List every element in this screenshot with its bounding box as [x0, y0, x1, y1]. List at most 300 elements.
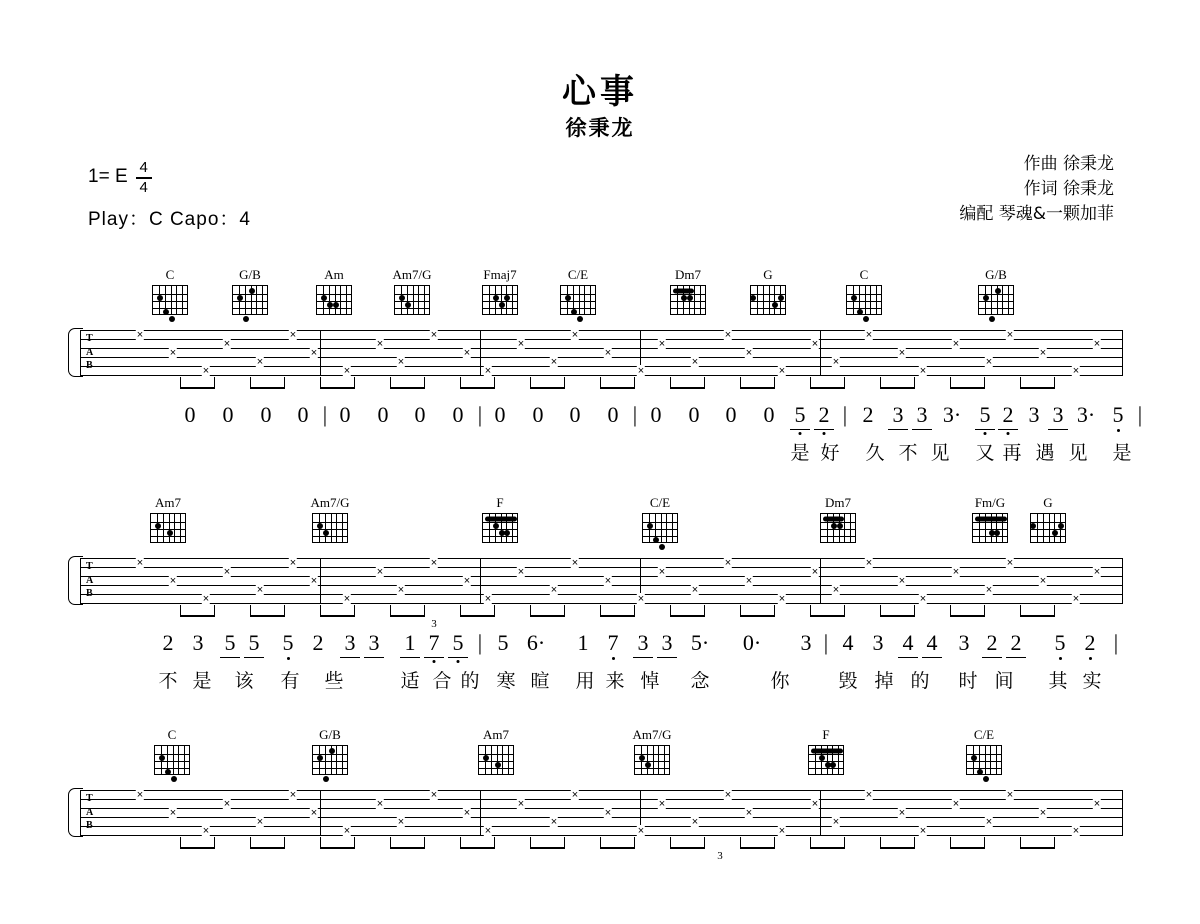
tab-mute-mark: ×: [811, 797, 819, 810]
chord-finger-dot: [243, 316, 249, 322]
notation-number: 0: [494, 402, 506, 427]
triplet-marker: 3: [431, 618, 437, 630]
chord-diagram: [147, 268, 193, 315]
chord-grid: [634, 745, 670, 775]
notation-number: 2: [1006, 630, 1026, 658]
chord-name: Dm7: [675, 267, 701, 282]
chord-finger-dot: [399, 295, 405, 301]
chord-finger-dot: [577, 316, 583, 322]
tab-mute-mark: ×: [691, 583, 699, 596]
tab-mute-mark: ×: [811, 565, 819, 578]
notation-number: 0: [297, 402, 309, 427]
chord-barre: [811, 748, 843, 753]
tab-mute-mark: ×: [223, 337, 231, 350]
chord-finger-dot: [329, 748, 335, 754]
tab-mute-mark: ×: [430, 556, 438, 569]
tab-mute-mark: ×: [136, 556, 144, 569]
chord-diagram: [307, 496, 353, 543]
tab-mute-mark: ×: [550, 355, 558, 368]
barline: [80, 330, 81, 376]
notation-number: 2: [814, 402, 834, 430]
tab-mute-mark: ×: [691, 355, 699, 368]
tab-mute-mark: ×: [832, 815, 840, 828]
lyric-syllable: 时: [958, 670, 978, 692]
tab-mute-mark: ×: [778, 824, 786, 837]
chord-finger-dot: [772, 302, 778, 308]
chord-finger-dot: [493, 523, 499, 529]
tab-mute-mark: ×: [571, 328, 579, 341]
notation-number: 3: [340, 630, 360, 658]
chord-finger-dot: [989, 316, 995, 322]
lyric-syllable: 合: [432, 670, 452, 692]
chord-finger-dot: [1030, 523, 1036, 529]
notation-number: 0: [260, 402, 272, 427]
page-title: 心事: [562, 72, 638, 112]
tab-stave: [80, 558, 1122, 604]
notation-number: 2: [1085, 630, 1096, 656]
chord-finger-dot: [645, 762, 651, 768]
chord-finger-dot: [504, 530, 510, 536]
notation-number: 5: [220, 630, 240, 658]
tab-mute-mark: ×: [550, 583, 558, 596]
chord-diagram: [665, 268, 711, 315]
notation-barline: |: [322, 402, 328, 427]
chord-finger-dot: [983, 776, 989, 782]
tab-mute-mark: ×: [517, 797, 525, 810]
chord-finger-dot: [830, 762, 836, 768]
tab-mute-mark: ×: [202, 364, 210, 377]
lyric-syllable: 毁: [838, 670, 858, 692]
lyric-syllable: 再: [1002, 442, 1022, 464]
chord-grid: [846, 285, 882, 315]
chord-name: C/E: [649, 495, 671, 510]
notation-barline: |: [632, 402, 638, 427]
chord-diagram: [473, 728, 519, 775]
barline: [480, 558, 481, 604]
barline: [320, 330, 321, 376]
notation-number: 5: [448, 630, 468, 658]
notation-number: 0: [650, 402, 662, 427]
barline: [480, 790, 481, 836]
tab-letter-b: B: [86, 360, 93, 372]
tab-mute-mark: ×: [397, 583, 405, 596]
chord-grid: [670, 285, 706, 315]
tab-mute-mark: ×: [202, 592, 210, 605]
chord-name: Am7/G: [310, 495, 350, 510]
key-signature: [88, 160, 152, 195]
tab-mute-mark: ×: [658, 337, 666, 350]
chord-diagram: [967, 496, 1013, 543]
lyric-syllable: 用: [575, 670, 595, 692]
lyric-syllable: 寒: [496, 670, 516, 692]
tab-mute-mark: ×: [745, 574, 753, 587]
notation-number: 3: [192, 630, 204, 655]
notation-number: 0: [452, 402, 464, 427]
tab-mute-mark: ×: [778, 592, 786, 605]
notation-number: 3: [1028, 402, 1040, 427]
time-sig-denominator: 4: [139, 178, 148, 196]
tab-mute-mark: ×: [724, 788, 732, 801]
tab-mute-mark: ×: [865, 556, 873, 569]
notation-number: 4: [842, 630, 854, 655]
tab-mute-mark: ×: [289, 556, 297, 569]
chord-finger-dot: [639, 755, 645, 761]
tab-mute-mark: ×: [463, 574, 471, 587]
notation-number: 5·: [690, 630, 710, 655]
tab-letter-t: T: [86, 333, 93, 344]
chord-diagram: [145, 496, 191, 543]
tab-mute-mark: ×: [1039, 346, 1047, 359]
numbered-notation-row: [80, 618, 1122, 670]
tab-mute-mark: ×: [310, 806, 318, 819]
lyric-syllable: 你: [770, 670, 790, 692]
tab-mute-mark: ×: [1006, 556, 1014, 569]
chord-grid: [394, 285, 430, 315]
lyric-syllable: 见: [930, 442, 950, 464]
notation-number: 0: [377, 402, 389, 427]
chord-finger-dot: [851, 295, 857, 301]
chord-finger-dot: [493, 295, 499, 301]
tab-mute-mark: ×: [604, 806, 612, 819]
lyrics-row: [80, 666, 1122, 692]
lyrics-row: [80, 438, 1132, 464]
chord-name: G: [763, 267, 773, 282]
tab-mute-mark: ×: [811, 337, 819, 350]
numbered-notation-row: [80, 402, 1143, 442]
chord-diagram: [149, 728, 195, 775]
chord-grid: [482, 285, 518, 315]
tab-mute-mark: ×: [658, 565, 666, 578]
music-system: [80, 495, 1122, 692]
chord-diagram: [629, 728, 675, 775]
tab-mute-mark: ×: [691, 815, 699, 828]
chord-barre: [975, 516, 1007, 521]
triplet-marker: 3: [717, 850, 723, 862]
chord-name: Dm7: [825, 495, 851, 510]
chord-finger-dot: [405, 302, 411, 308]
chord-diagram: [307, 728, 353, 775]
lyric-syllable: 不: [898, 442, 918, 464]
notation-number: 5: [1113, 402, 1124, 428]
chord-finger-dot: [333, 302, 339, 308]
notation-number: 3: [800, 630, 812, 655]
tab-mute-mark: ×: [463, 346, 471, 359]
notation-number: 1: [577, 630, 589, 655]
chord-finger-dot: [249, 288, 255, 294]
tab-mute-mark: ×: [952, 797, 960, 810]
chord-barre: [485, 516, 517, 521]
chord-diagram: [477, 496, 523, 543]
tab-mute-mark: ×: [169, 346, 177, 359]
tab-mute-mark: ×: [1093, 797, 1101, 810]
chord-finger-dot: [659, 544, 665, 550]
chord-name: C/E: [973, 727, 995, 742]
time-signature: [136, 160, 152, 195]
lyric-syllable: 好: [820, 442, 840, 464]
music-system: [80, 267, 1143, 464]
notation-number: 0: [607, 402, 619, 427]
chord-name: C: [165, 267, 175, 282]
tab-mute-mark: ×: [430, 788, 438, 801]
tab-mute-mark: ×: [724, 556, 732, 569]
tab-mute-mark: ×: [343, 592, 351, 605]
tab-mute-mark: ×: [1072, 364, 1080, 377]
lyric-syllable: 暄: [530, 670, 550, 692]
tab-mute-mark: ×: [1093, 337, 1101, 350]
notation-number: 0: [339, 402, 351, 427]
lyric-syllable: 是: [790, 442, 810, 464]
tab-letter-a: A: [86, 574, 94, 586]
tab-mute-mark: ×: [484, 592, 492, 605]
numbered-notation-row: [80, 850, 1122, 902]
credit-lyricist: 作词 徐秉龙: [1023, 179, 1114, 199]
tab-mute-mark: ×: [169, 806, 177, 819]
chord-grid: [232, 285, 268, 315]
notation-number: 0: [688, 402, 700, 427]
chord-finger-dot: [565, 295, 571, 301]
chord-finger-dot: [165, 769, 171, 775]
chord-finger-dot: [317, 523, 323, 529]
chord-diagram: [973, 268, 1019, 315]
tab-clef: [86, 332, 93, 373]
notation-number: 2: [162, 630, 174, 655]
chord-finger-dot: [995, 288, 1001, 294]
tab-mute-mark: ×: [1072, 824, 1080, 837]
tab-mute-mark: ×: [343, 364, 351, 377]
tab-mute-mark: ×: [223, 797, 231, 810]
lyric-syllable: 掉: [874, 670, 894, 692]
tab-mute-mark: ×: [637, 824, 645, 837]
barline: [1122, 790, 1123, 836]
chord-grid: [150, 513, 186, 543]
tab-letter-t: T: [86, 793, 93, 804]
barline: [1122, 558, 1123, 604]
tab-mute-mark: ×: [289, 328, 297, 341]
tab-mute-mark: ×: [484, 364, 492, 377]
chord-grid: [478, 745, 514, 775]
chord-finger-dot: [1052, 530, 1058, 536]
notation-number: 2: [998, 402, 1018, 430]
tab-mute-mark: ×: [202, 824, 210, 837]
tab-mute-mark: ×: [832, 355, 840, 368]
lyric-syllable: 该: [234, 670, 254, 692]
credit-composer: 作曲 徐秉龙: [1023, 154, 1114, 174]
lyric-syllable: 是: [1112, 442, 1132, 464]
notation-number: 5: [497, 630, 509, 655]
chord-diagram: [389, 268, 435, 315]
artist-name: 徐秉龙: [565, 116, 635, 140]
notation-number: 3: [1048, 402, 1068, 430]
tab-letter-a: A: [86, 346, 94, 358]
lyric-syllable: 些: [324, 670, 344, 692]
chord-finger-dot: [171, 776, 177, 782]
chord-diagram: [803, 728, 849, 775]
chord-finger-dot: [653, 537, 659, 543]
tab-mute-mark: ×: [745, 346, 753, 359]
notation-barline: |: [823, 630, 829, 655]
barline: [80, 790, 81, 836]
chord-finger-dot: [159, 755, 165, 761]
tab-mute-mark: ×: [919, 824, 927, 837]
chord-diagram: [555, 268, 601, 315]
lyric-syllable: 有: [280, 670, 300, 692]
tab-mute-mark: ×: [898, 806, 906, 819]
chord-diagram: [1025, 496, 1071, 543]
chord-name: Am7/G: [632, 727, 672, 742]
chord-finger-dot: [163, 309, 169, 315]
lyric-syllable: 其: [1048, 670, 1068, 692]
chord-finger-dot: [857, 309, 863, 315]
tab-stave: [80, 790, 1122, 836]
tab-mute-mark: ×: [1093, 565, 1101, 578]
chord-name: C: [167, 727, 177, 742]
chord-finger-dot: [237, 295, 243, 301]
lyric-syllable: 适: [400, 670, 420, 692]
chord-grid: [750, 285, 786, 315]
notation-number: 5: [1055, 630, 1066, 656]
chord-finger-dot: [499, 302, 505, 308]
notation-number: 1: [400, 630, 420, 658]
tab-mute-mark: ×: [397, 815, 405, 828]
chord-finger-dot: [687, 295, 693, 301]
notation-number: 4: [922, 630, 942, 658]
tab-letter-t: T: [86, 561, 93, 572]
tab-mute-mark: ×: [952, 337, 960, 350]
chord-name: Am7: [483, 727, 509, 742]
notation-number: 3: [958, 630, 970, 655]
barline: [320, 558, 321, 604]
chord-finger-dot: [571, 309, 577, 315]
tab-letter-b: B: [86, 588, 93, 600]
notation-barline: |: [1113, 630, 1119, 655]
tab-mute-mark: ×: [517, 337, 525, 350]
tab-mute-mark: ×: [463, 806, 471, 819]
chord-diagram: [961, 728, 1007, 775]
chord-grid: [1030, 513, 1066, 543]
chord-finger-dot: [1058, 523, 1064, 529]
notation-number: 0·: [742, 630, 762, 655]
tab-mute-mark: ×: [136, 328, 144, 341]
lyric-syllable: 见: [1068, 442, 1088, 464]
tab-mute-mark: ×: [376, 337, 384, 350]
barline: [820, 558, 821, 604]
tab-mute-mark: ×: [985, 583, 993, 596]
chord-grid: [482, 513, 518, 543]
lyric-syllable: 遇: [1035, 442, 1055, 464]
notation-number: 5: [283, 630, 294, 656]
chord-name: Fmaj7: [483, 267, 517, 282]
chord-name: C/E: [567, 267, 589, 282]
play-capo-line: Play：C Capo：4: [88, 209, 251, 230]
chord-finger-dot: [317, 755, 323, 761]
notation-number: 5: [244, 630, 264, 658]
chord-finger-dot: [994, 530, 1000, 536]
tab-letter-b: B: [86, 820, 93, 832]
tab-mute-mark: ×: [865, 328, 873, 341]
tab-mute-mark: ×: [898, 346, 906, 359]
chord-finger-dot: [167, 530, 173, 536]
tab-mute-mark: ×: [571, 788, 579, 801]
tab-mute-mark: ×: [517, 565, 525, 578]
chord-name: Fm/G: [974, 495, 1006, 510]
tab-mute-mark: ×: [898, 574, 906, 587]
chord-name: G/B: [319, 727, 341, 742]
chord-finger-dot: [169, 316, 175, 322]
lyric-syllable: 念: [690, 670, 710, 692]
tab-mute-mark: ×: [1006, 328, 1014, 341]
tab-mute-mark: ×: [1072, 592, 1080, 605]
notation-number: 0: [222, 402, 234, 427]
tab-mute-mark: ×: [658, 797, 666, 810]
tab-mute-mark: ×: [919, 592, 927, 605]
chord-finger-dot: [495, 762, 501, 768]
notation-number: 3: [888, 402, 908, 430]
lyric-syllable: 是: [192, 670, 212, 692]
lyric-syllable: 间: [994, 670, 1014, 692]
chord-finger-dot: [157, 295, 163, 301]
tab-mute-mark: ×: [604, 574, 612, 587]
tab-mute-mark: ×: [310, 346, 318, 359]
tab-mute-mark: ×: [223, 565, 231, 578]
chord-finger-dot: [778, 295, 784, 301]
notation-number: 0: [532, 402, 544, 427]
rhythm-notation: [80, 377, 1122, 393]
tab-mute-mark: ×: [376, 797, 384, 810]
chord-finger-dot: [647, 523, 653, 529]
tab-mute-mark: ×: [397, 355, 405, 368]
barline: [820, 330, 821, 376]
tab-mute-mark: ×: [724, 328, 732, 341]
notation-number: 3·: [942, 402, 962, 427]
chord-finger-dot: [971, 755, 977, 761]
tab-letter-a: A: [86, 806, 94, 818]
tab-stave: [80, 330, 1122, 376]
barline: [320, 790, 321, 836]
chord-barre: [823, 516, 844, 521]
chord-barre: [673, 288, 694, 293]
chord-name: Am7/G: [392, 267, 432, 282]
chord-diagram: [477, 268, 523, 315]
chord-grid: [316, 285, 352, 315]
tab-mute-mark: ×: [256, 355, 264, 368]
notation-number: 3: [657, 630, 677, 658]
notation-number: 7: [424, 630, 444, 658]
chord-grid: [560, 285, 596, 315]
tab-mute-mark: ×: [637, 592, 645, 605]
notation-number: 2: [982, 630, 1002, 658]
tab-mute-mark: ×: [778, 364, 786, 377]
lyric-syllable: 不: [158, 670, 178, 692]
barline: [480, 330, 481, 376]
notation-number: 3·: [1076, 402, 1096, 427]
tab-mute-mark: ×: [376, 565, 384, 578]
credit-arranger: 编配 琴魂&一颗加菲: [959, 204, 1114, 224]
tab-mute-mark: ×: [169, 574, 177, 587]
tab-mute-mark: ×: [952, 565, 960, 578]
chord-grid: [154, 745, 190, 775]
chord-diagram: [227, 268, 273, 315]
tab-mute-mark: ×: [571, 556, 579, 569]
tab-mute-mark: ×: [550, 815, 558, 828]
rhythm-notation: [80, 605, 1122, 621]
chord-name: C: [859, 267, 869, 282]
tab-mute-mark: ×: [604, 346, 612, 359]
chord-grid: [312, 745, 348, 775]
tab-mute-mark: ×: [256, 583, 264, 596]
tab-mute-mark: ×: [637, 364, 645, 377]
notation-number: 0: [763, 402, 775, 427]
chord-name: G/B: [239, 267, 261, 282]
